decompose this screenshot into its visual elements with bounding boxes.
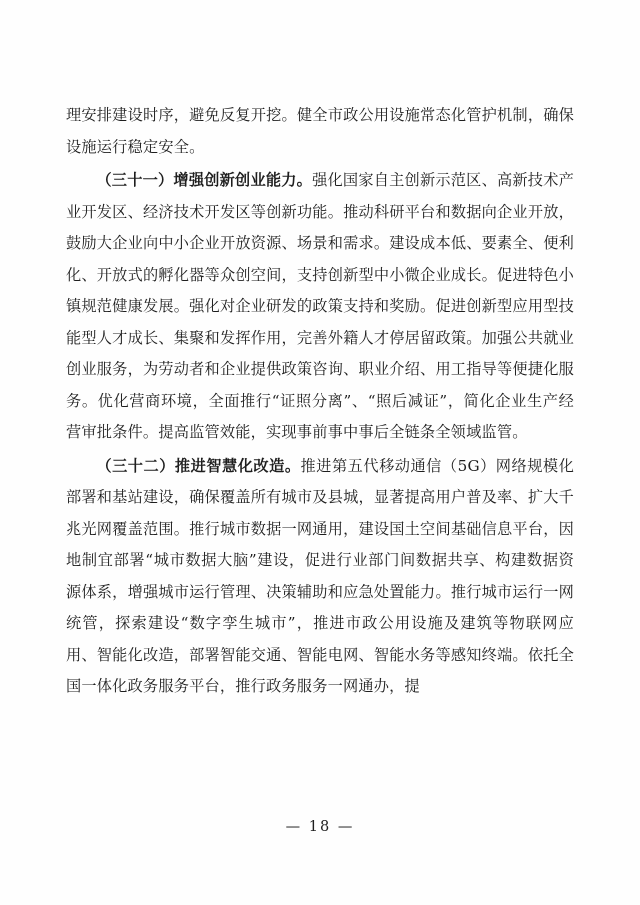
paragraph-heading-32: （三十二）推进智慧化改造。 — [96, 456, 301, 475]
document-body — [66, 100, 574, 703]
paragraph-text: 强化国家自主创新示范区、高新技术产业开发区、经济技术开发区等创新功能。推动科研平台和数据向企业开放，鼓励大企业向中小企业开放资源、场景和需求。建设成本低、要素全、便利化、开放式的孵化器等众创空间，支持创新型中小微企业成长。促进特色小镇规范健康发展。强化对企业研发的政策支持和奖励。促进创新型应用型技能型人才成长、集聚和发挥作用，完善外籍人才停居留政策。加强公共就业创业服务，为劳动者和企业提供政策咨询、职业介绍、用工指导等便捷化服务。优化营商环境，全面推行“证照分离”、“照后减证”，简化企业生产经营审批条件。提高监管效能，实现事前事中事后全链条全领域监管。 — [66, 171, 574, 441]
paragraph-item-31 — [66, 165, 574, 449]
paragraph-item-32 — [66, 451, 574, 703]
paragraph-text: 推进第五代移动通信（5G）网络规模化部署和基站建设，确保覆盖所有城市及县城，显著提高用户普及率、扩大千兆光网覆盖范围。推行城市数据一网通用，建设国土空间基础信息平台，因地制宜部署“城市数据大脑”建设，促进行业部门间数据共享、构建数据资源体系，增强城市运行管理、决策辅助和应急处置能力。推行城市运行一网统管，探索建设“数字孪生城市”，推进市政公用设施及建筑等物联网应用、智能化改造，部署智能交通、智能电网、智能水务等感知终端。依托全国一体化政务服务平台，推行政务服务一网通办，提 — [66, 456, 574, 695]
paragraph-text: 理安排建设时序，避免反复开挖。健全市政公用设施常态化管护机制，确保设施运行稳定安全。 — [66, 106, 574, 156]
paragraph-continuation — [66, 100, 574, 163]
paragraph-heading-31: （三十一）增强创新创业能力。 — [96, 171, 313, 189]
page-number: — 18 — — [285, 819, 355, 835]
